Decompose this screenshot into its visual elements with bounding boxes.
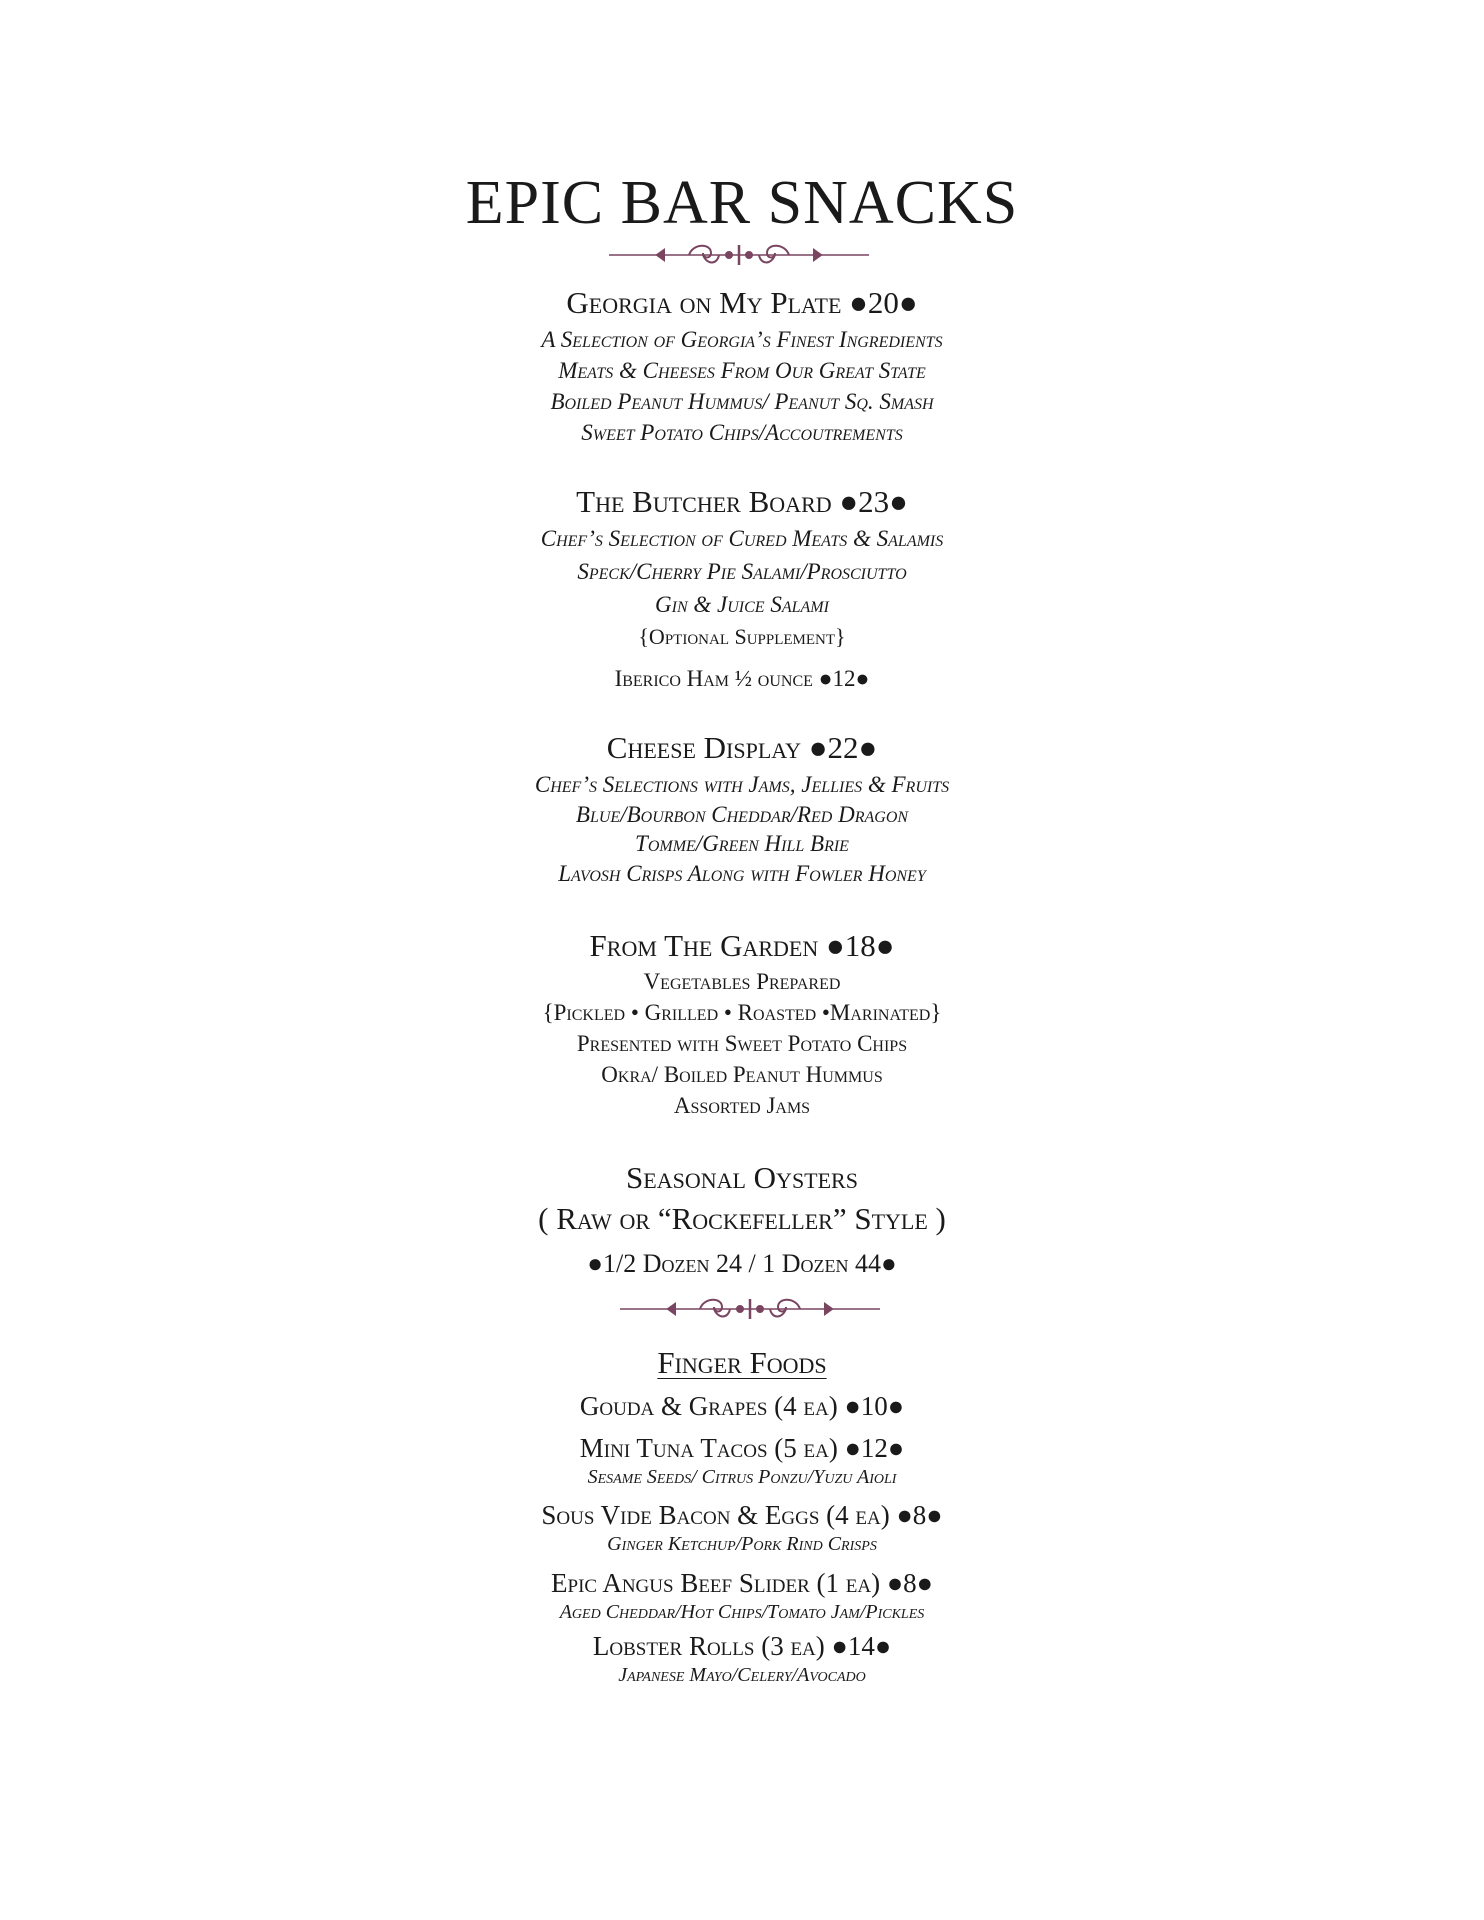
desc-line: {Pickled • Grilled • Roasted •Marinated} bbox=[542, 1000, 942, 1025]
finger-foods-heading-text: Finger Foods bbox=[657, 1345, 827, 1380]
item-title-georgia: Georgia on My Plate ●20● bbox=[566, 285, 918, 320]
item-title-garden: From The Garden ●18● bbox=[589, 928, 895, 963]
menu-title: EPIC BAR SNACKS bbox=[465, 169, 1019, 237]
desc-line: Boiled Peanut Hummus/ Peanut Sq. Smash bbox=[550, 389, 934, 414]
item-description-butcher bbox=[0, 523, 1484, 622]
item-description-cheese bbox=[0, 769, 1484, 887]
desc-line: Blue/Bourbon Cheddar/Red Dragon bbox=[575, 801, 909, 827]
oysters-price: ●1/2 Dozen 24 / 1 Dozen 44● bbox=[587, 1249, 897, 1278]
finger-food-name: Sous Vide Bacon & Eggs (4 ea) ●8● bbox=[541, 1500, 943, 1530]
desc-line: Gin & Juice Salami bbox=[655, 592, 829, 617]
finger-food-name: Epic Angus Beef Slider (1 ea) ●8● bbox=[551, 1568, 933, 1598]
finger-food-name: Gouda & Grapes (4 ea) ●10● bbox=[579, 1391, 905, 1421]
item-description-georgia bbox=[0, 324, 1484, 448]
divider-ornament-top bbox=[607, 242, 871, 268]
finger-food-desc: Japanese Mayo/Celery/Avocado bbox=[618, 1664, 866, 1686]
finger-food-name: Lobster Rolls (3 ea) ●14● bbox=[592, 1631, 892, 1661]
desc-line: Meats & Cheeses From Our Great State bbox=[558, 358, 926, 383]
desc-line: A Selection of Georgia’s Finest Ingredients bbox=[541, 327, 943, 352]
desc-line: Vegetables Prepared bbox=[643, 969, 841, 994]
desc-line: Lavosh Crisps Along with Fowler Honey bbox=[558, 860, 926, 886]
item-title-oysters: Seasonal Oysters bbox=[626, 1160, 858, 1195]
desc-line: Tomme/Green Hill Brie bbox=[635, 831, 849, 856]
finger-food-desc: Sesame Seeds/ Citrus Ponzu/Yuzu Aioli bbox=[587, 1466, 897, 1488]
divider-ornament-bottom bbox=[618, 1296, 882, 1322]
item-title-butcher: The Butcher Board ●23● bbox=[576, 484, 908, 519]
item-title-cheese: Cheese Display ●22● bbox=[606, 730, 878, 765]
oysters-style: ( Raw or “Rockefeller” Style ) bbox=[538, 1201, 946, 1236]
supplement-addon: Iberico Ham ½ ounce ●12● bbox=[614, 666, 870, 691]
item-description-garden bbox=[0, 966, 1484, 1121]
finger-food-desc: Ginger Ketchup/Pork Rind Crisps bbox=[607, 1533, 877, 1555]
finger-foods-heading bbox=[0, 1345, 1484, 1381]
desc-line: Okra/ Boiled Peanut Hummus bbox=[601, 1062, 883, 1087]
supplement-note: {Optional Supplement} bbox=[638, 624, 846, 649]
desc-line: Speck/Cherry Pie Salami/Prosciutto bbox=[577, 559, 907, 584]
desc-line: Presented with Sweet Potato Chips bbox=[576, 1031, 908, 1056]
finger-food-name: Mini Tuna Tacos (5 ea) ●12● bbox=[579, 1433, 905, 1463]
desc-line: Chef’s Selections with Jams, Jellies & Fruits bbox=[534, 772, 950, 797]
finger-food-desc: Aged Cheddar/Hot Chips/Tomato Jam/Pickles bbox=[559, 1601, 925, 1623]
desc-line: Sweet Potato Chips/Accoutrements bbox=[581, 420, 903, 445]
desc-line: Assorted Jams bbox=[673, 1093, 811, 1118]
desc-line: Chef’s Selection of Cured Meats & Salamis bbox=[540, 526, 944, 551]
